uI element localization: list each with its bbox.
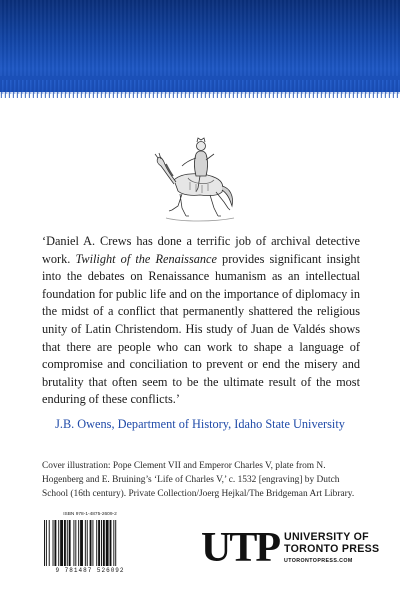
barcode-bars: [44, 520, 136, 566]
book-title-italic: Twilight of the Renaissance: [75, 251, 217, 266]
quote-opening: ‘Daniel A. Crews has done a terrific job of archival detective work.: [42, 234, 360, 266]
publisher-name: [284, 531, 379, 555]
utp-logo-mark: UTP: [201, 525, 279, 571]
cover-illustration-credit: Cover illustration: Pope Clement VII and Emperor Charles V, plate from N. Hogenberg and E. Bruining’s ‘Life of Charles V,’ c. 1532 [engraving] by Dutch School (16th century). Private Collection/Joerg Hejkal/The Bridgeman Art Library.: [42, 461, 355, 499]
isbn-text: ISBN 978-1-4875-2609-2: [63, 512, 117, 517]
endorsement-quote: [42, 233, 360, 409]
isbn-barcode: [42, 512, 138, 576]
banner-fringe: [0, 76, 400, 100]
publisher-name-line1: UNIVERSITY OF: [284, 531, 369, 543]
barcode-number: 9 781487 526092: [55, 567, 125, 574]
publisher-name-line2: TORONTO PRESS: [284, 543, 380, 555]
quote-attribution: J.B. Owens, Department of History, Idaho State University: [55, 417, 345, 431]
equestrian-engraving: [152, 128, 248, 228]
banner-texture: [0, 0, 400, 78]
quote-body: provides significant insight into the debates on Renaissance humanism as an intellectual foundation for public life and on the importance of diplomacy in the midst of a conflict that permanently shattered the religious unity of Latin Christendom. His study of Juan de Valdés shows that there are people who can work to shape a language of compromise and conciliation to prevent or end the misery and brutality that often seem to be the ultimate result of the most enduring of these conflicts.’: [42, 251, 360, 407]
publisher-url: UTORONTOPRESS.COM: [284, 558, 353, 564]
